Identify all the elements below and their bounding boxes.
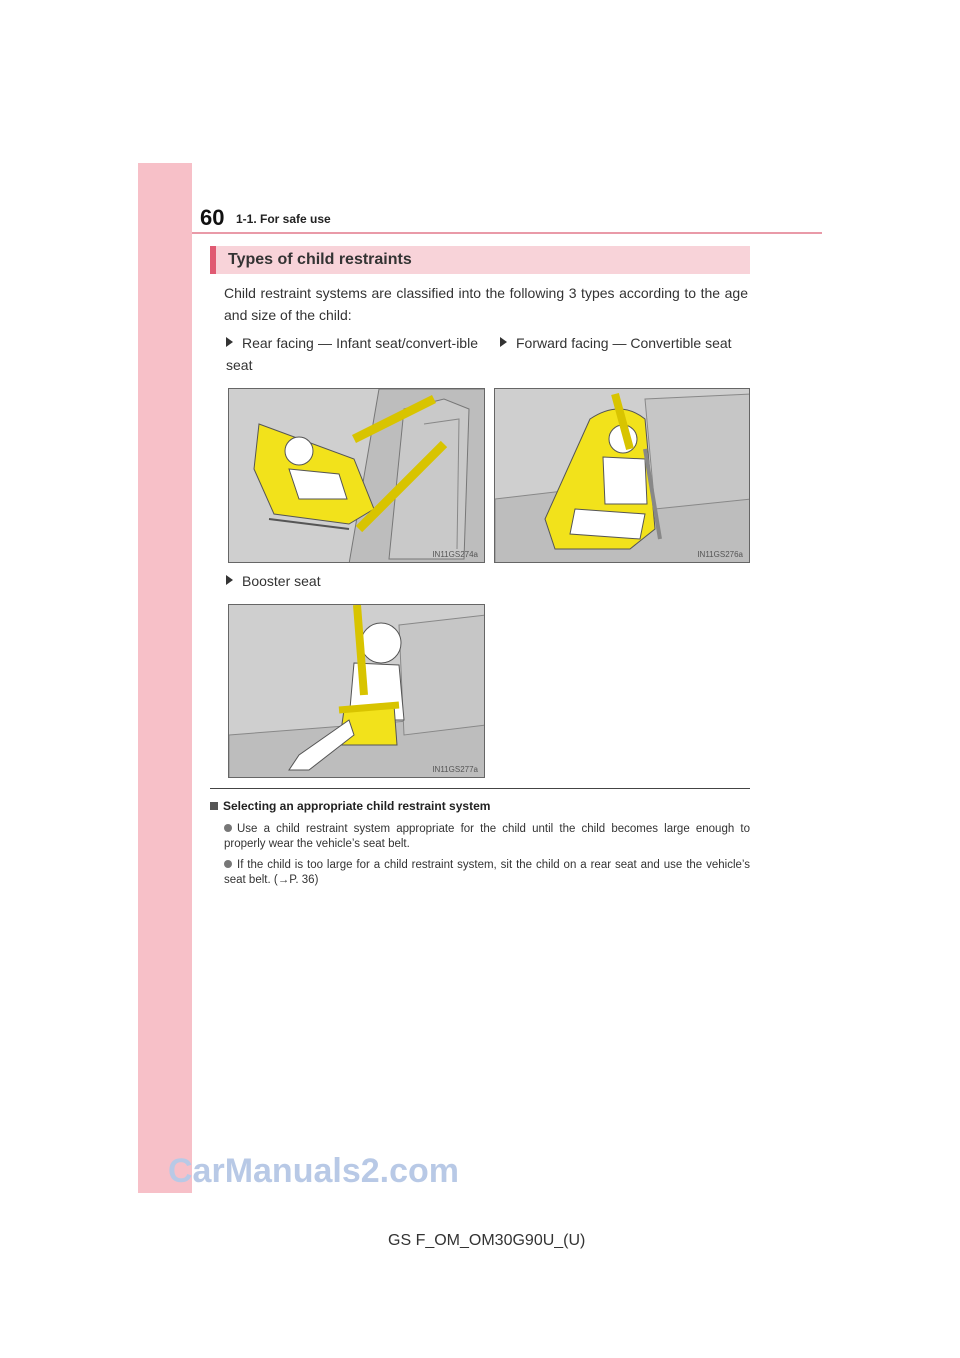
item-booster-seat xyxy=(226,570,478,592)
note-bullet xyxy=(224,858,750,888)
side-band xyxy=(138,163,192,1193)
footer-code: GS F_OM_OM30G90U_(U) xyxy=(388,1232,586,1249)
watermark-text: CarManuals2.com xyxy=(168,1152,459,1190)
booster-seat-illustration xyxy=(228,604,485,778)
figure-code: IN11GS276a xyxy=(697,550,743,559)
note-bullet-text: If the child is too large for a child restraint system, sit the child on a rear seat and use the vehicle’s seat belt. (→P. 36) xyxy=(224,859,750,886)
rear-facing-illustration xyxy=(228,388,485,563)
forward-facing-drawing xyxy=(495,389,750,563)
header-rule xyxy=(192,232,822,234)
forward-facing-illustration xyxy=(494,388,750,563)
chapter-title: 1-1. For safe use xyxy=(236,212,331,226)
rear-facing-drawing xyxy=(229,389,485,563)
section-title: Types of child restraints xyxy=(228,251,412,268)
notes-heading-text: Selecting an appropriate child restraint system xyxy=(223,799,491,813)
figure-code: IN11GS274a xyxy=(432,550,478,559)
round-bullet-icon xyxy=(224,860,232,868)
figure-code: IN11GS277a xyxy=(432,765,478,774)
page-number: 60 xyxy=(200,205,225,230)
item-rear-facing xyxy=(226,332,478,376)
booster-seat-drawing xyxy=(229,605,485,778)
note-bullet xyxy=(224,822,750,852)
item-forward-facing-label: Forward facing — Convertible seat xyxy=(516,335,732,351)
intro-paragraph: Child restraint systems are classified into the following 3 types according to the age and size of the child: xyxy=(224,285,748,323)
round-bullet-icon xyxy=(224,824,232,832)
item-rear-facing-label: Rear facing — Infant seat/convert-ible seat xyxy=(226,335,478,373)
note-bullet-text: Use a child restraint system appropriate for the child until the child becomes large enough to properly wear the vehicle’s seat belt. xyxy=(224,823,750,850)
notes-heading xyxy=(210,799,490,813)
triangle-bullet-icon xyxy=(226,575,233,585)
notes-divider xyxy=(210,788,750,789)
triangle-bullet-icon xyxy=(500,337,507,347)
triangle-bullet-icon xyxy=(226,337,233,347)
item-booster-seat-label: Booster seat xyxy=(242,573,321,589)
square-bullet-icon xyxy=(210,802,218,810)
section-header xyxy=(210,246,750,274)
item-forward-facing xyxy=(500,332,745,354)
